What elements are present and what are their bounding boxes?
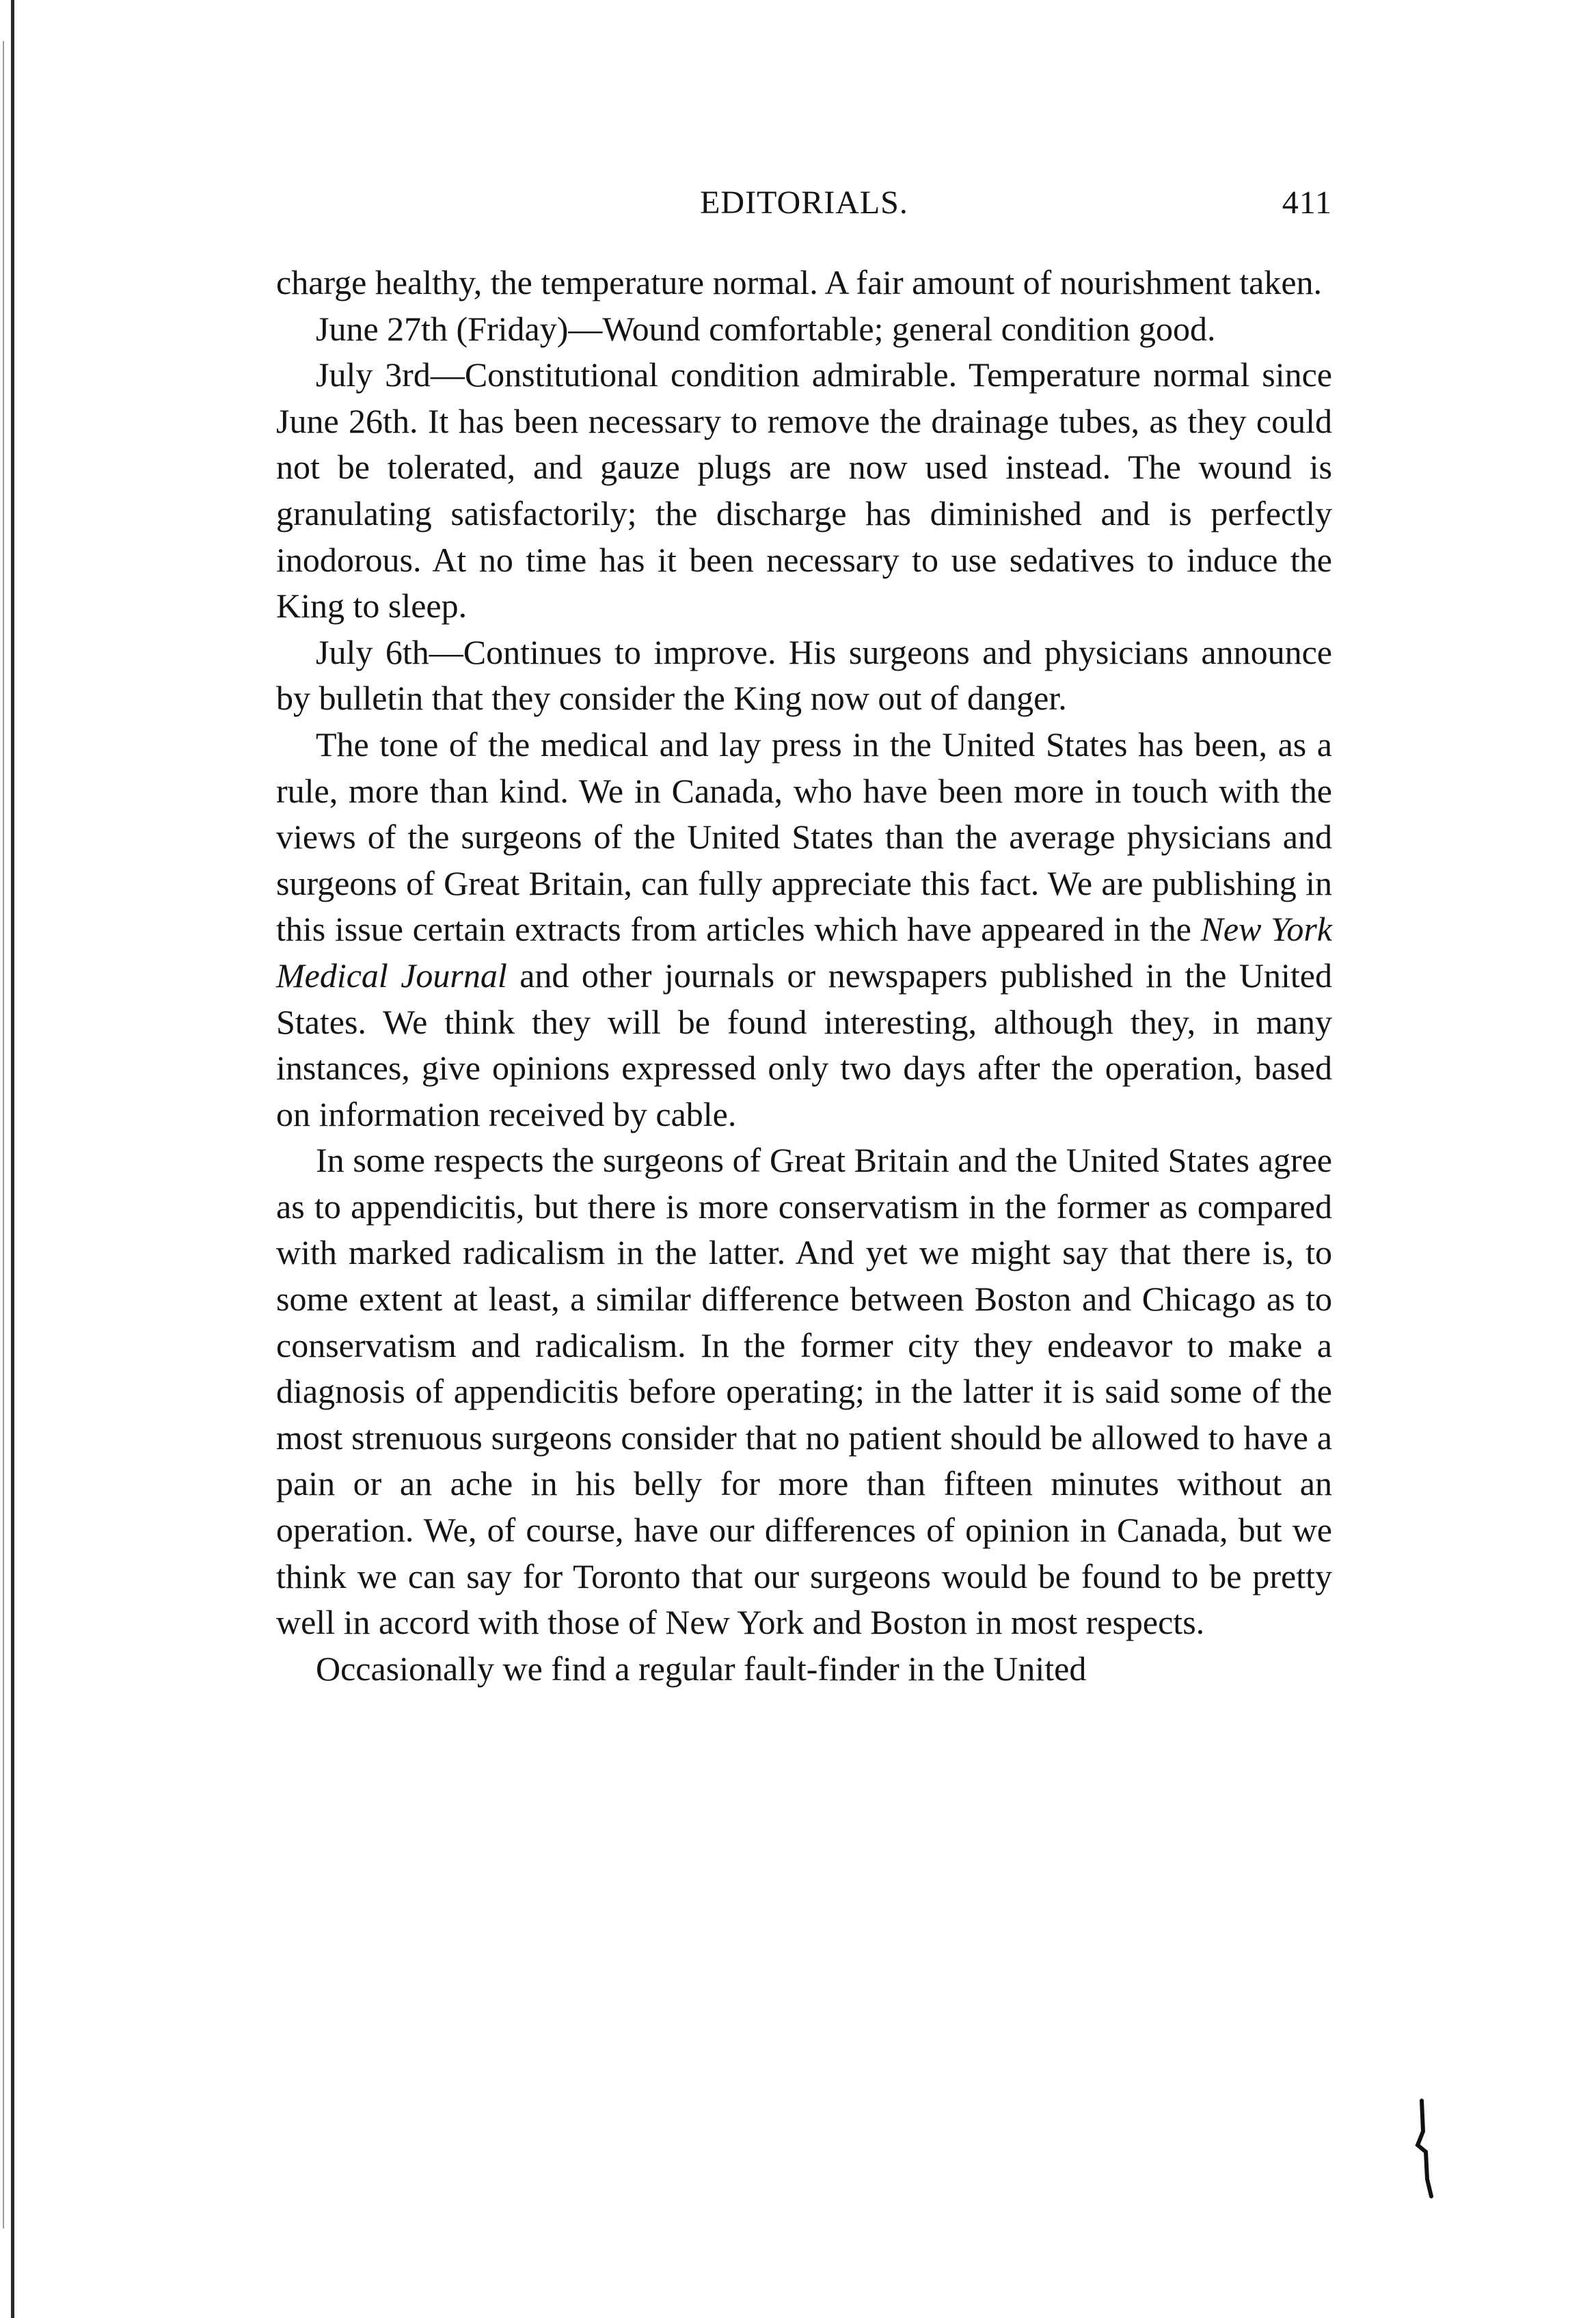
paragraph-fault-finder: Occasionally we find a regular fault-finder in the United (316, 1649, 1087, 1688)
running-title: EDITORIALS. (700, 185, 908, 221)
paragraph-continued: charge healthy, the temperature normal. A fair amount of nourishment taken. (276, 263, 1323, 301)
paragraph-july-3: July 3rd—Constitutional condition admirable. Temperature normal since June 26th. It has been necessary to remove the drainage tubes, as they could not be tolerated, and gauze plugs are now used instead. The wound is granulating satisfactorily; the discharge has diminished and is perfectly inodorous. At no time has it been necessary to use sedatives to induce the King to sleep. (276, 355, 1332, 625)
journal-title: New York Medical Journal (276, 910, 1333, 995)
paragraph-june-27: June 27th (Friday)—Wound comfortable; general condition good. (316, 309, 1216, 348)
page-number: 411 (1282, 185, 1332, 221)
paragraph-press-tone (276, 722, 1332, 1137)
scan-edge (0, 0, 21, 2318)
press-tone-text: The tone of the medical and lay press in the United States has been, as a rule, more than kind. We in Canada, who have been more in touch with the views of the surgeons of the United States than the average physicians and surgeons of Great Britain, can fully appreciate this fact. We are publishing in this issue certain extracts from articles which have appeared in the (276, 725, 1332, 949)
running-head (276, 179, 1332, 227)
paragraph-july-6: July 6th—Continues to improve. His surgeons and physicians announce by bulletin that they consider the King now out of danger. (276, 632, 1332, 718)
binding-shadow (11, 0, 14, 2318)
body-text (276, 260, 1332, 1692)
press-tone-text-continued: and other journals or newspapers published in the United States. We think they will be found interesting, although they, in many instances, give opinions expressed only two days after the operation, based on information received by cable. (276, 956, 1332, 1133)
margin-ink-mark (1415, 2097, 1435, 2200)
page-edge-line (3, 41, 4, 2228)
paragraph-appendicitis: In some respects the surgeons of Great Britain and the United States agree as to appendicitis, but there is more conservatism in the former as compared with marked radicalism in the latter. And yet we might say that there is, to some extent at least, a similar difference between Boston and Chicago as to conservatism and radicalism. In the former city they endeavor to make a diagnosis of appendicitis before operating; in the latter it is said some of the most strenuous surgeons consider that no patient should be allowed to have a pain or an ache in his belly for more than fifteen minutes without an operation. We, of course, have our differences of opinion in Canada, but we think we can say for Toronto that our surgeons would be found to be pretty well in accord with those of New York and Boston in most respects. (276, 1141, 1332, 1642)
